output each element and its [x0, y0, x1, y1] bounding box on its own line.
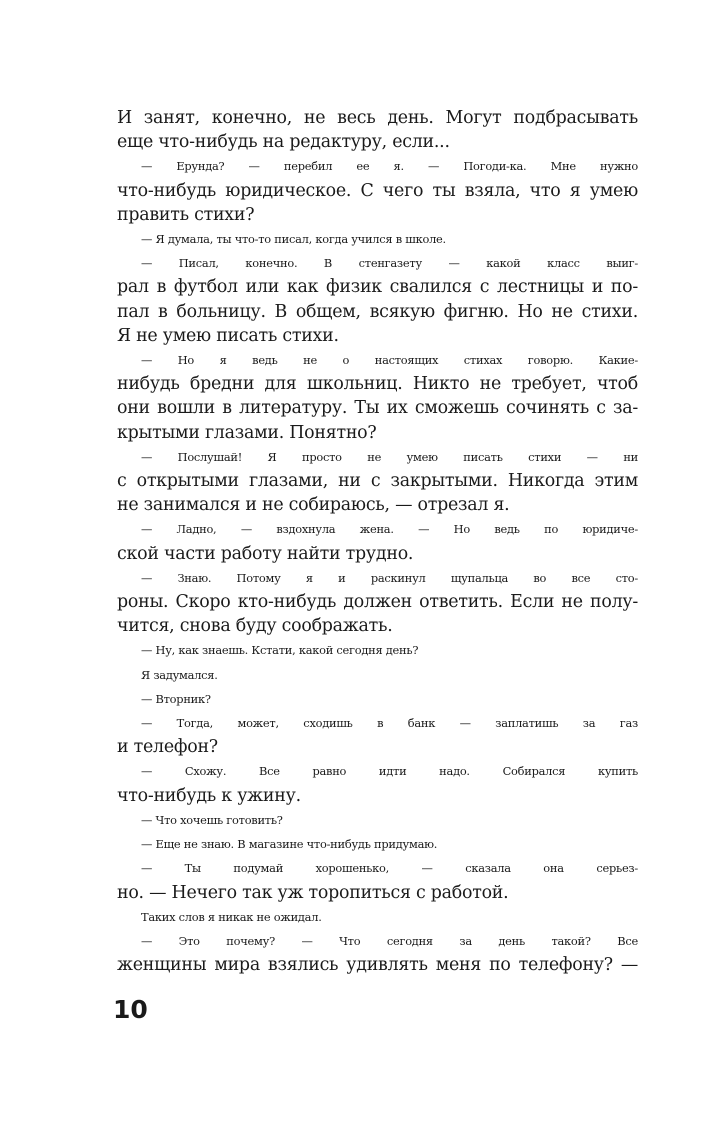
text-line: — Послушай! Я просто не умею писать стихи — ни [141, 449, 638, 464]
text-line: и телефон? [117, 737, 218, 758]
text-line: крытыми глазами. Понятно? [117, 422, 377, 443]
text-line: с открытыми глазами, ни с закрытыми. Никогда этим [117, 471, 638, 492]
text-line: — Ладно, — вздохнула жена. — Но ведь по юридиче- [141, 522, 638, 537]
text-line: они вошли в литературу. Ты их сможешь сочинять с за- [117, 398, 638, 419]
text-line: Я не умею писать стихи. [117, 325, 339, 346]
text-line: Таких слов я никак не ожидал. [141, 909, 322, 924]
text-line: — Ты подумай хорошенько, — сказала она серьез- [141, 861, 638, 876]
text-line: Я задумался. [141, 667, 218, 682]
text-line: — Тогда, может, сходишь в банк — заплатишь за газ [141, 716, 638, 731]
text-line: — Я думала, ты что-то писал, когда учился в школе. [141, 232, 446, 247]
text-line: — Что хочешь готовить? [141, 812, 283, 827]
text-line: рал в футбол или как физик свалился с лестницы и по- [117, 277, 638, 298]
text-line: пал в больницу. В общем, всякую фигню. Но не стихи. [117, 301, 638, 322]
text-line: но. — Нечего так уж торопиться с работой. [117, 882, 509, 903]
text-line: — Вторник? [141, 691, 211, 706]
text-line: — Но я ведь не о настоящих стихах говорю. Какие- [141, 353, 638, 368]
text-line: — Это почему? — Что сегодня за день такой? Все [141, 933, 638, 948]
text-line: — Ерунда? — перебил ее я. — Погоди-ка. Мне нужно [141, 159, 638, 174]
text-line: ской части работу найти трудно. [117, 543, 414, 564]
text-line: — Знаю. Потому я и раскинул щупальца во все сто- [141, 570, 638, 585]
text-line: — Ну, как знаешь. Кстати, какой сегодня день? [141, 643, 419, 658]
text-line: — Схожу. Все равно идти надо. Собирался купить [141, 764, 638, 779]
page-number: 10 [113, 995, 148, 1024]
text-line: не занимался и не собираюсь, — отрезал я. [117, 495, 510, 516]
text-line: — Писал, конечно. В стенгазету — какой класс выиг- [141, 256, 638, 271]
text-line: еще что-нибудь на редактуру, если... [117, 132, 450, 153]
text-line: что-нибудь к ужину. [117, 785, 301, 806]
text-line: что-нибудь юридическое. С чего ты взяла, что я умею [117, 180, 638, 201]
text-line: женщины мира взялись удивлять меня по телефону? — [117, 955, 638, 976]
text-line: И занят, конечно, не весь день. Могут подбрасывать [117, 108, 638, 128]
text-line: — Еще не знаю. В магазине что-нибудь придумаю. [141, 837, 438, 852]
text-line: нибудь бредни для школьниц. Никто не требует, чтоб [117, 374, 638, 395]
body-text [117, 106, 638, 977]
text-line: править стихи? [117, 204, 255, 225]
text-line: чится, снова буду соображать. [117, 616, 393, 637]
text-line: роны. Скоро кто-нибудь должен ответить. Если не полу- [117, 592, 638, 613]
